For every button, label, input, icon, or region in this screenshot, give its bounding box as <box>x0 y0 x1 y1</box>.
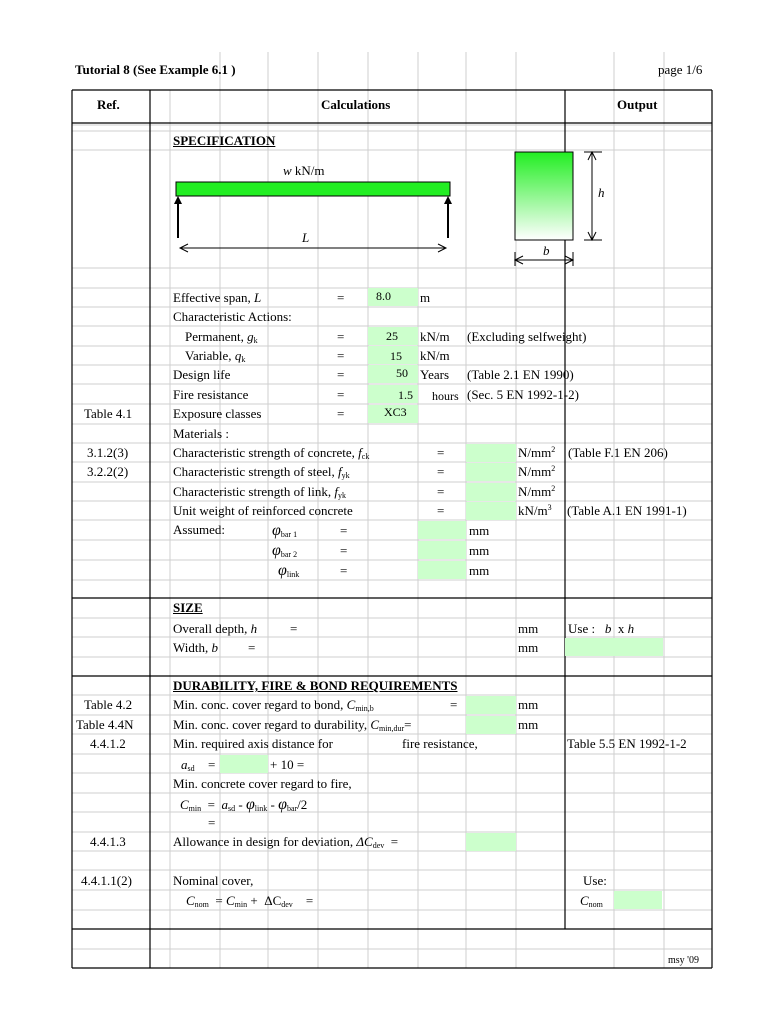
row-cmin-dur <box>173 717 411 733</box>
var-symbol: q <box>234 348 242 363</box>
bond-ref: Table 4.2 <box>84 697 133 712</box>
section-diagram <box>508 148 608 268</box>
cmin-phi-link: φ <box>245 796 255 813</box>
deviation-symbol: ΔC <box>356 834 373 849</box>
row-fyk-link <box>173 484 346 500</box>
fyk-link-unit <box>518 484 555 500</box>
phi-bar1-input-cell[interactable] <box>418 521 466 539</box>
assumed-label: Assumed: <box>173 522 225 537</box>
axis-output-ref: Table 5.5 EN 1992-1-2 <box>567 736 687 751</box>
asd-sym: a <box>181 757 188 772</box>
fck-eq: = <box>437 445 445 460</box>
exposure-label: Exposure classes <box>173 406 262 421</box>
perm-sub: k <box>253 336 258 345</box>
cnom-eq2: = <box>305 893 314 908</box>
load-unit: kN/m <box>291 163 325 178</box>
cmin-phi-link-sub: link <box>254 804 268 813</box>
span-symbol: L <box>253 290 262 305</box>
phi-bar2-input-cell[interactable] <box>418 541 466 559</box>
load-symbol: w <box>283 163 292 178</box>
cnom-cmin: C <box>226 893 235 908</box>
phi-bar1-unit: mm <box>469 523 490 538</box>
row-fck <box>173 445 369 461</box>
perm-value: 25 <box>386 329 398 343</box>
fck-symbol: f <box>358 445 362 460</box>
phi-bar2 <box>272 542 297 560</box>
perm-text: Permanent, <box>185 329 248 344</box>
fyk-input-cell[interactable] <box>466 463 516 481</box>
design-life-eq: = <box>337 367 345 382</box>
cmin-sym: C <box>180 797 189 812</box>
design-life-note: (Table 2.1 EN 1990) <box>467 367 574 382</box>
var-eq: = <box>337 348 345 363</box>
design-life-value: 50 <box>396 366 408 380</box>
cmin-dur-input-cell[interactable] <box>466 716 516 734</box>
exposure-eq: = <box>337 406 345 421</box>
fyk-link-sub: yk <box>338 491 346 500</box>
cmin-sub: min <box>188 804 202 813</box>
var-unit: kN/m <box>420 348 450 363</box>
asd-input-cell[interactable] <box>220 755 268 773</box>
cnom-delta-sub: dev <box>281 900 293 909</box>
cmin-formula <box>180 796 307 814</box>
materials-label: Materials : <box>173 426 229 441</box>
cmin-eq: = <box>207 797 215 812</box>
width-unit: mm <box>518 640 539 655</box>
fck-ref: 3.1.2(3) <box>87 445 129 460</box>
unit-weight-note: (Table A.1 EN 1991-1) <box>567 503 687 518</box>
fck-unit <box>518 445 555 461</box>
depth-eq: = <box>290 621 298 636</box>
cmin-minus2: - <box>270 797 275 812</box>
fck-note: (Table F.1 EN 206) <box>568 445 668 460</box>
span-unit: m <box>420 290 431 305</box>
cnom-output-sub: nom <box>588 900 603 909</box>
fyk-link-input-cell[interactable] <box>466 483 516 501</box>
perm-symbol: g <box>247 329 254 344</box>
section-height-label: h <box>598 185 605 200</box>
fyk-link-symbol: f <box>334 484 338 499</box>
depth-unit: mm <box>518 621 539 636</box>
cmin-result-eq: = <box>208 815 216 830</box>
phi-link-input-cell[interactable] <box>418 561 466 579</box>
cmin-bond-input-cell[interactable] <box>466 696 516 714</box>
width-eq: = <box>248 640 256 655</box>
size-use-b: b <box>604 621 612 636</box>
size-use-output-cell[interactable] <box>565 638 663 656</box>
phi-link-eq: = <box>340 563 348 578</box>
perm-note: (Excluding selfweight) <box>467 329 587 344</box>
fire-resistance-unit: hours <box>432 389 459 403</box>
axis-label: Min. required axis distance for <box>173 736 333 751</box>
cnom-output-sym: C <box>580 893 589 908</box>
dur-unit: mm <box>518 717 539 732</box>
fire-resistance-label: Fire resistance <box>173 387 249 402</box>
design-life-label: Design life <box>173 367 231 382</box>
fyk-unit-sup: 2 <box>551 464 556 473</box>
cmin-a: a <box>221 797 228 812</box>
design-life-input-cell[interactable] <box>368 365 418 383</box>
asd-plus: + 10 = <box>270 757 305 772</box>
phi-bar2-unit: mm <box>469 543 490 558</box>
cmin-a-sub: sd <box>227 804 236 813</box>
bond-text: Min. conc. cover regard to bond, <box>173 697 347 712</box>
fire-resistance-note: (Sec. 5 EN 1992-1-2) <box>467 387 579 402</box>
asd-symbol <box>181 757 195 773</box>
span-text: Effective span, <box>173 290 254 305</box>
bond-sub: min,b <box>355 704 374 713</box>
fyk-link-unit-text: N/mm <box>518 484 552 499</box>
section-width-label: b <box>543 243 550 258</box>
row-variable <box>185 348 245 364</box>
phi-bar2-eq: = <box>340 543 348 558</box>
phi-bar1-symbol: φ <box>272 522 281 539</box>
fyk-unit-text: N/mm <box>518 464 552 479</box>
dur-sub: min,dur <box>379 724 405 733</box>
cnom-sub: nom <box>194 900 209 909</box>
cmin-phi-bar-sub: bar <box>286 804 298 813</box>
cmin-phi-bar: φ <box>278 796 287 813</box>
phi-bar1-sub: bar 1 <box>280 530 298 539</box>
unit-weight-label: Unit weight of reinforced concrete <box>173 503 353 518</box>
row-permanent <box>185 329 258 345</box>
row-effective-span <box>173 290 261 306</box>
cnom-cmin-sub: min <box>234 900 248 909</box>
durability-ref: Table 4.4N <box>76 717 134 732</box>
perm-unit: kN/m <box>420 329 450 344</box>
cnom-eq: = <box>215 893 223 908</box>
fire-resistance-value: 1.5 <box>398 388 413 402</box>
fyk-unit <box>518 464 555 480</box>
fck-input-cell[interactable] <box>466 444 516 462</box>
row-deviation <box>173 834 398 850</box>
row-width <box>173 640 218 656</box>
axis-ref: 4.4.1.2 <box>90 736 126 751</box>
cnom-plus: + <box>250 893 258 908</box>
phi-link-unit: mm <box>469 563 490 578</box>
var-text: Variable, <box>185 348 235 363</box>
phi-bar2-sub: bar 2 <box>280 550 298 559</box>
fck-sub: ck <box>361 452 370 461</box>
phi-bar1-eq: = <box>340 523 348 538</box>
row-fyk <box>173 464 350 480</box>
fyk-eq: = <box>437 464 445 479</box>
var-sub: k <box>241 355 246 364</box>
beam-diagram <box>170 176 460 258</box>
unit-weight-unit-sup: 3 <box>547 503 552 512</box>
cnom-sym: C <box>186 893 195 908</box>
fire-cover-label: Min. concrete cover regard to fire, <box>173 776 352 791</box>
page-number: page 1/6 <box>658 62 703 77</box>
phi-bar2-symbol: φ <box>272 542 281 559</box>
perm-eq: = <box>337 329 345 344</box>
fyk-link-eq: = <box>437 484 445 499</box>
width-symbol: b <box>211 640 218 655</box>
phi-link-sub: link <box>286 570 300 579</box>
nominal-ref: 4.4.1.1(2) <box>81 873 132 888</box>
dur-text: Min. conc. cover regard to durability, <box>173 717 371 732</box>
section-heading-size: SIZE <box>173 600 203 615</box>
fyk-sub: yk <box>341 471 350 480</box>
exposure-ref: Table 4.1 <box>84 406 133 421</box>
fyk-text: Characteristic strength of steel, <box>173 464 338 479</box>
deviation-text: Allowance in design for deviation, <box>173 834 357 849</box>
cnom-formula <box>186 893 313 909</box>
phi-bar1 <box>272 522 297 540</box>
bond-unit: mm <box>518 697 539 712</box>
nominal-label: Nominal cover, <box>173 873 254 888</box>
var-value: 15 <box>390 349 402 363</box>
unit-weight-unit <box>518 503 552 519</box>
cnom-output-cell[interactable] <box>614 891 662 909</box>
size-use <box>568 621 634 637</box>
footer-author: msy '09 <box>668 955 699 966</box>
cmin-minus1: - <box>238 797 243 812</box>
unit-weight-unit-text: kN/m <box>518 503 548 518</box>
bond-eq: = <box>450 697 458 712</box>
unit-weight-input-cell[interactable] <box>466 502 516 520</box>
size-use-h: h <box>627 621 635 636</box>
section-heading-durability: DURABILITY, FIRE & BOND REQUIREMENTS <box>173 678 458 693</box>
row-overall-depth <box>173 621 257 637</box>
fck-unit-sup: 2 <box>551 445 556 454</box>
deviation-ref: 4.4.1.3 <box>90 834 126 849</box>
depth-symbol: h <box>250 621 258 636</box>
depth-text: Overall depth, <box>173 621 251 636</box>
column-header-ref: Ref. <box>97 97 120 112</box>
asd-sub: sd <box>187 764 195 773</box>
row-cmin-bond <box>173 697 374 713</box>
dur-symbol: C <box>370 717 380 732</box>
bond-symbol: C <box>346 697 356 712</box>
fyk-symbol: f <box>337 464 342 479</box>
fyk-ref: 3.2.2(2) <box>87 464 129 479</box>
char-actions-label: Characteristic Actions: <box>173 309 292 324</box>
span-label: L <box>302 230 310 245</box>
phi-link-symbol: φ <box>278 562 287 579</box>
fyk-link-text: Characteristic strength of link, <box>173 484 335 499</box>
deviation-eq: = <box>390 834 399 849</box>
fyk-link-unit-sup: 2 <box>551 484 556 493</box>
deviation-sub: dev <box>372 841 385 850</box>
cnom-output-label <box>580 893 603 909</box>
cnom-delta: ΔC <box>264 893 282 908</box>
span-value: 8.0 <box>376 289 391 303</box>
dur-eq: = <box>404 717 412 732</box>
exposure-value: XC3 <box>384 405 407 419</box>
span-eq: = <box>337 290 345 305</box>
fire-resistance-eq: = <box>337 387 345 402</box>
size-use-label: Use : <box>568 621 596 636</box>
axis-label-2: fire resistance, <box>402 736 478 751</box>
section-heading-specification: SPECIFICATION <box>173 133 276 148</box>
cmin-tail: /2 <box>297 797 308 812</box>
design-life-unit: Years <box>420 367 450 382</box>
width-text: Width, <box>173 640 212 655</box>
unit-weight-eq: = <box>437 503 445 518</box>
fck-text: Characteristic strength of concrete, <box>173 445 359 460</box>
nominal-use-label: Use: <box>583 873 607 888</box>
asd-eq: = <box>208 757 216 772</box>
column-header-output: Output <box>617 97 658 112</box>
phi-link <box>278 562 299 580</box>
fck-unit-text: N/mm <box>518 445 552 460</box>
column-header-calculations: Calculations <box>321 97 391 112</box>
sheet-title: Tutorial 8 (See Example 6.1 ) <box>75 62 236 77</box>
deviation-input-cell[interactable] <box>466 833 516 851</box>
size-use-x: x <box>617 621 625 636</box>
